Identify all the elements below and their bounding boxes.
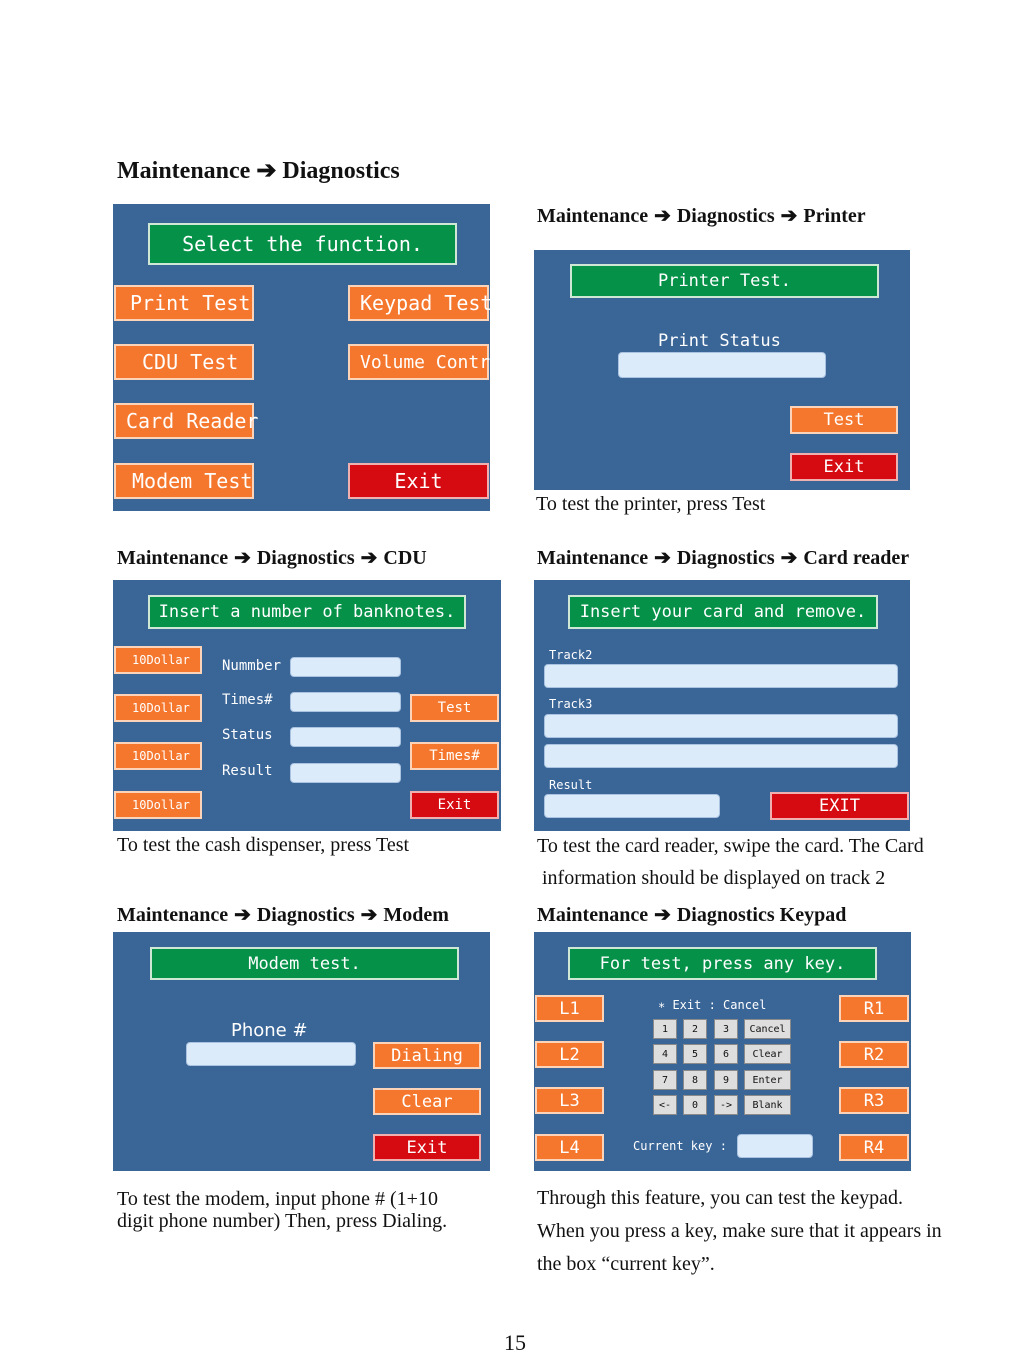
cdu-heading: [117, 545, 427, 570]
number-label: Nummber: [222, 658, 282, 674]
key-clear[interactable]: Clear: [744, 1044, 791, 1064]
arrow-right-icon: ➔: [234, 904, 251, 926]
status-label: Status: [222, 727, 273, 743]
key-1[interactable]: 1: [653, 1019, 677, 1039]
key-enter[interactable]: Enter: [744, 1070, 791, 1090]
select-function-screen: [113, 204, 512, 511]
screen-title: For test, press any key.: [568, 947, 877, 980]
caption-line: When you press a key, make sure that it appears in: [537, 1220, 942, 1242]
l3-button[interactable]: L3: [535, 1087, 604, 1114]
heading-part: Maintenance: [537, 205, 649, 227]
arrow-right-icon: ➔: [780, 547, 798, 569]
r3-button[interactable]: R3: [839, 1087, 909, 1114]
arrow-right-icon: ➔: [654, 547, 671, 569]
caption-line: Through this feature, you can test the keypad.: [537, 1187, 903, 1209]
current-key-field: [737, 1134, 813, 1158]
printer-test-screen: [534, 250, 910, 490]
arrow-right-icon: ➔: [654, 205, 671, 227]
heading-part: Maintenance: [117, 158, 251, 184]
key-cancel[interactable]: Cancel: [744, 1019, 791, 1039]
key-2[interactable]: 2: [683, 1019, 707, 1039]
key-blank[interactable]: Blank: [744, 1095, 791, 1115]
heading-part: CDU: [383, 547, 427, 569]
caption-line: To test the modem, input phone # (1+10: [117, 1188, 438, 1210]
heading-part: Diagnostics: [256, 904, 355, 926]
heading-part: Diagnostics: [676, 547, 775, 569]
keypad-caption: [537, 1182, 942, 1281]
caption-line: the box “current key”.: [537, 1253, 715, 1275]
exit-button[interactable]: Exit: [373, 1134, 481, 1161]
test-button[interactable]: Test: [410, 694, 499, 722]
modem-test-screen: [113, 932, 490, 1171]
dialing-button[interactable]: Dialing: [373, 1042, 481, 1069]
heading-part: Printer: [803, 205, 866, 227]
screen-title: Modem test.: [150, 947, 459, 980]
clear-button[interactable]: Clear: [373, 1088, 481, 1115]
result-field: [290, 763, 401, 783]
track2-label: Track2: [549, 648, 593, 662]
exit-button[interactable]: Exit: [348, 463, 489, 499]
main-heading: [117, 156, 400, 185]
arrow-right-icon: ➔: [234, 547, 251, 569]
caption-line: To test the card reader, swipe the card. The Card: [537, 835, 924, 857]
heading-part: Diagnostics Keypad: [676, 904, 847, 926]
dollar-button-3[interactable]: 10Dollar: [114, 742, 202, 770]
caption-line: information should be displayed on track 2: [542, 867, 886, 889]
times-field: [290, 692, 401, 712]
exit-button[interactable]: EXIT: [770, 792, 909, 820]
cdu-test-button[interactable]: CDU Test: [114, 344, 254, 380]
heading-part: Diagnostics: [676, 205, 775, 227]
key-9[interactable]: 9: [714, 1070, 738, 1090]
arrow-right-icon: ➔: [360, 547, 378, 569]
l4-button[interactable]: L4: [535, 1134, 604, 1161]
exit-button[interactable]: Exit: [410, 791, 499, 819]
r2-button[interactable]: R2: [839, 1041, 909, 1068]
result-label: Result: [549, 778, 593, 792]
arrow-right-icon: ➔: [654, 904, 671, 926]
key-0[interactable]: 0: [683, 1095, 707, 1115]
heading-part: Maintenance: [117, 547, 229, 569]
modem-caption: [117, 1188, 447, 1232]
heading-part: Diagnostics: [282, 158, 400, 184]
l2-button[interactable]: L2: [535, 1041, 604, 1068]
key-5[interactable]: 5: [683, 1044, 707, 1064]
track2-field: [544, 664, 898, 688]
heading-part: Diagnostics: [256, 547, 355, 569]
cdu-test-screen: [113, 580, 501, 831]
result-label: Result: [222, 763, 273, 779]
key-forward[interactable]: ->: [714, 1095, 738, 1115]
print-status-label: Print Status: [658, 331, 781, 351]
track3-extra-field: [544, 744, 898, 768]
card-reader-caption: [537, 830, 924, 894]
arrow-right-icon: ➔: [780, 205, 798, 227]
keypad-test-button[interactable]: Keypad Test: [348, 285, 489, 321]
exit-cancel-label: ∗ Exit : Cancel: [658, 998, 767, 1012]
arrow-right-icon: ➔: [360, 904, 378, 926]
exit-button[interactable]: Exit: [790, 453, 898, 481]
print-status-field: [618, 352, 826, 378]
times-button[interactable]: Times#: [410, 742, 499, 770]
status-field: [290, 727, 401, 747]
modem-test-button[interactable]: Modem Test: [114, 463, 254, 499]
phone-label: Phone #: [231, 1020, 308, 1041]
card-reader-button[interactable]: Card Reader: [114, 403, 254, 439]
modem-heading: [117, 902, 449, 927]
phone-field[interactable]: [186, 1042, 356, 1066]
l1-button[interactable]: L1: [535, 995, 604, 1022]
track3-label: Track3: [549, 697, 593, 711]
dollar-button-4[interactable]: 10Dollar: [114, 791, 202, 819]
dollar-button-2[interactable]: 10Dollar: [114, 694, 202, 722]
cdu-caption: To test the cash dispenser, press Test: [117, 834, 410, 856]
key-8[interactable]: 8: [683, 1070, 707, 1090]
caption-line: digit phone number) Then, press Dialing.: [117, 1210, 448, 1232]
result-field: [544, 794, 720, 818]
key-7[interactable]: 7: [653, 1070, 677, 1090]
track3-field: [544, 714, 898, 738]
heading-part: Maintenance: [537, 547, 649, 569]
current-key-label: Current key :: [633, 1139, 727, 1153]
heading-part: Modem: [383, 904, 449, 926]
printer-heading: [537, 203, 866, 228]
r1-button[interactable]: R1: [839, 995, 909, 1022]
screen-title: Printer Test.: [570, 264, 879, 298]
print-test-button[interactable]: Print Test: [114, 285, 254, 321]
heading-part: Card reader: [803, 547, 910, 569]
dollar-button-1[interactable]: 10Dollar: [114, 646, 202, 674]
screen-title: Insert your card and remove.: [568, 595, 878, 629]
number-field: [290, 657, 401, 677]
key-3[interactable]: 3: [714, 1019, 738, 1039]
card-reader-screen: [534, 580, 910, 831]
arrow-right-icon: ➔: [256, 158, 277, 184]
heading-part: Maintenance: [537, 904, 649, 926]
heading-part: Maintenance: [117, 904, 229, 926]
test-button[interactable]: Test: [790, 406, 898, 434]
keypad-test-screen: [534, 932, 911, 1171]
card-reader-heading: [537, 545, 909, 570]
printer-caption: To test the printer, press Test: [536, 493, 766, 515]
r4-button[interactable]: R4: [839, 1134, 909, 1161]
screen-title: Select the function.: [148, 223, 457, 265]
page-number: 15: [504, 1330, 526, 1355]
key-6[interactable]: 6: [714, 1044, 738, 1064]
times-label: Times#: [222, 692, 273, 708]
key-4[interactable]: 4: [653, 1044, 677, 1064]
keypad-heading: [537, 902, 846, 927]
volume-control-button[interactable]: Volume Control: [348, 344, 489, 380]
key-backspace[interactable]: <-: [653, 1095, 677, 1115]
screen-title: Insert a number of banknotes.: [148, 595, 466, 629]
